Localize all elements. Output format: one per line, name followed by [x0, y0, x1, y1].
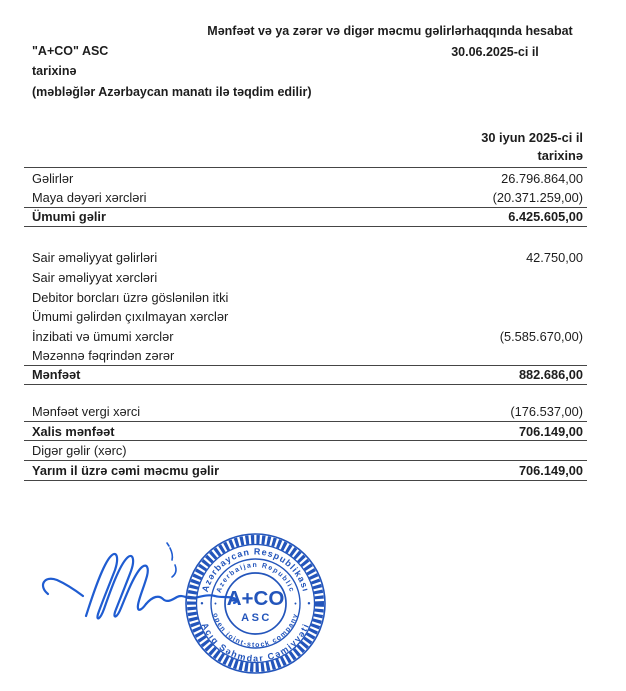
stamp-center-logo: A+CO [226, 587, 285, 610]
row-value: 882.686,00 [518, 367, 583, 383]
table-row [24, 248, 587, 268]
row-value: 706.149,00 [518, 423, 583, 439]
stamp-center-subtext: ASC [241, 612, 272, 624]
document-title: Mənfəət və ya zərər və digər məcmu gəlirlərhaqqında hesabat [207, 24, 573, 38]
report-date: 30.06.2025-ci il [451, 45, 539, 59]
table-row [24, 441, 587, 461]
row-label: Ümumi gəlirdən çıxılmayan xərclər [32, 309, 229, 325]
table-row [24, 208, 587, 228]
row-label: Yarım il üzrə cəmi məcmu gəlir [32, 462, 220, 478]
table-row [24, 346, 587, 366]
row-label: Sair əməliyyat xərcləri [32, 269, 158, 285]
stamp-inner-ring-bottom-text: open joint-stock company [211, 612, 300, 650]
signature-fleck [167, 543, 169, 546]
company-name: "A+CO" ASC [32, 44, 109, 58]
currency-note: (məbləğlər Azərbaycan manatı ilə təqdim edilir) [32, 85, 312, 99]
column-header [24, 129, 587, 168]
date-suffix-label: tarixinə [32, 64, 77, 78]
row-label: Maya dəyəri xərcləri [32, 189, 147, 205]
row-label: Gəlirlər [32, 170, 74, 186]
signature-fleck [170, 548, 172, 560]
income-statement-table [24, 129, 587, 481]
stamp-outer-ring-top-text: Azərbaycan Respublikası [199, 546, 312, 594]
stamp-ring-separator: • [307, 598, 311, 609]
row-value: 42.750,00 [526, 250, 583, 266]
stamp-ring-separator: • [214, 601, 217, 608]
row-label: İnzibati və ümumi xərclər [32, 328, 174, 344]
signature-fleck [172, 565, 176, 577]
row-label: Digər gəlir (xərc) [32, 443, 127, 459]
signature-stroke [43, 579, 83, 596]
row-label: Sair əməliyyat gəlirləri [32, 250, 158, 266]
table-row [24, 422, 587, 442]
signature-stamp-area [30, 515, 350, 691]
signature-stroke [86, 554, 148, 618]
row-label: Xalis mənfəət [32, 423, 115, 439]
row-value: (20.371.259,00) [492, 189, 583, 205]
row-value: (5.585.670,00) [499, 328, 583, 344]
table-spacer [24, 227, 587, 248]
stamp-ring-separator: • [294, 601, 297, 608]
table-row [24, 188, 587, 208]
row-value: 706.149,00 [518, 462, 583, 478]
column-header-line2: tarixinə [537, 147, 583, 163]
table-row [24, 307, 587, 327]
row-value: (176.537,00) [510, 404, 583, 420]
table-row [24, 268, 587, 288]
stamp-outer-ring-bottom-text: Açıq Səhmdar Cəmiyyəti [199, 621, 312, 664]
table-row [24, 287, 587, 307]
stamp-inner-ring-top-text: Azerbaijan Republic [215, 561, 296, 594]
row-label: Ümumi gəlir [32, 209, 106, 225]
stamp-ring-separator: • [200, 598, 204, 609]
company-stamp [186, 534, 325, 673]
table-row [24, 366, 587, 386]
row-label: Mənfəət vergi xərci [32, 404, 141, 420]
row-label: Debitor borcları üzrə göslənilən itki [32, 289, 229, 305]
table-spacer [24, 385, 587, 402]
column-header-line1: 30 iyun 2025-ci il [481, 130, 583, 145]
table-row [24, 326, 587, 346]
table-row [24, 168, 587, 188]
row-value: 6.425.605,00 [508, 209, 583, 225]
row-label: Məzənnə fəqrindən zərər [32, 347, 175, 363]
row-value: 26.796.864,00 [501, 170, 583, 186]
table-row [24, 402, 587, 422]
row-label: Mənfəət [32, 367, 81, 383]
table-row [24, 461, 587, 481]
